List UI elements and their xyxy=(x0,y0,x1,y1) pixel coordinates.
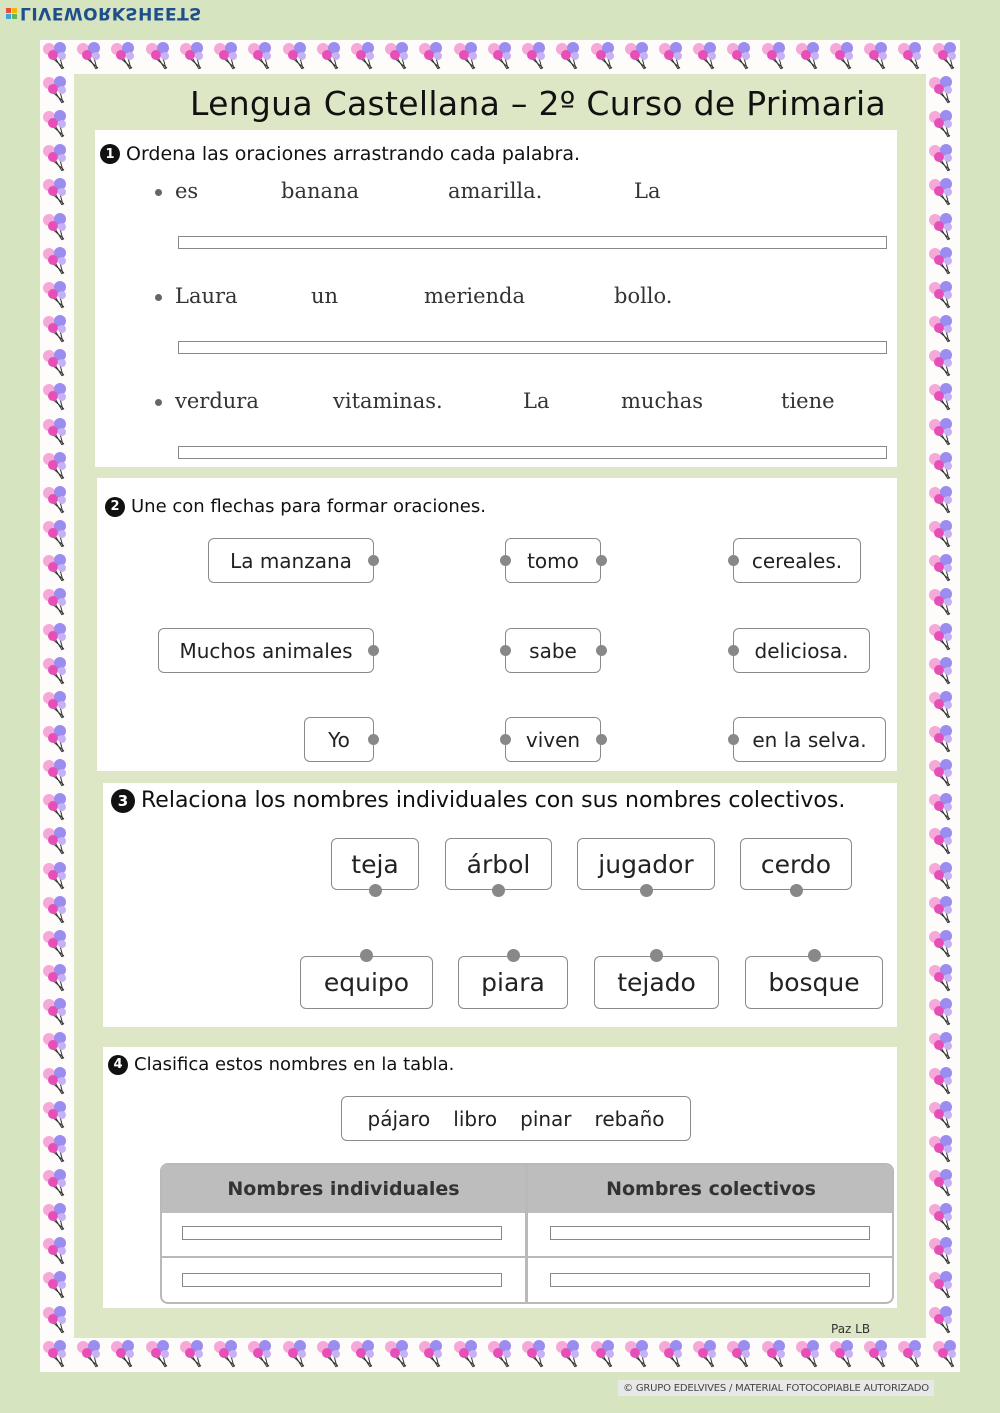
draggable-word[interactable]: muchas xyxy=(621,389,704,413)
balloon-border-left xyxy=(40,74,74,1338)
section-1-heading-text: Ordena las oraciones arrastrando cada palabra. xyxy=(126,143,581,165)
connector-dot[interactable] xyxy=(368,734,379,745)
collective-noun-box: tejado xyxy=(594,956,719,1009)
balloon-icon xyxy=(40,860,74,894)
collective-noun-box: bosque xyxy=(745,956,883,1009)
table-header-individual: Nombres individuales xyxy=(162,1165,525,1213)
balloon-icon xyxy=(40,450,74,484)
match-subject-box: Yo xyxy=(304,717,374,762)
balloon-icon xyxy=(40,689,74,723)
balloon-icon xyxy=(926,552,960,586)
word-bank xyxy=(341,1096,691,1141)
balloon-icon xyxy=(926,142,960,176)
connector-dot[interactable] xyxy=(500,645,511,656)
balloon-icon xyxy=(280,40,310,74)
individual-noun-box: teja xyxy=(331,838,419,890)
balloon-icon xyxy=(314,40,344,74)
bullet-icon xyxy=(155,399,162,406)
balloon-icon xyxy=(143,40,173,74)
liveworksheets-logo xyxy=(6,2,202,24)
balloon-icon xyxy=(40,381,74,415)
balloon-icon xyxy=(40,928,74,962)
balloon-icon xyxy=(40,552,74,586)
balloon-border-bottom xyxy=(40,1338,960,1372)
sentence-drop-zone-3[interactable] xyxy=(178,446,887,459)
draggable-word[interactable]: vitaminas. xyxy=(333,389,443,413)
balloon-icon xyxy=(588,1338,618,1372)
balloon-icon xyxy=(40,996,74,1030)
draggable-word[interactable]: verdura xyxy=(175,389,259,413)
draggable-word[interactable]: merienda xyxy=(424,284,526,308)
balloon-icon xyxy=(926,621,960,655)
draggable-word[interactable]: tiene xyxy=(781,389,835,413)
balloon-icon xyxy=(656,40,686,74)
balloon-icon xyxy=(40,1269,74,1303)
connector-dot[interactable] xyxy=(808,949,821,962)
connector-dot[interactable] xyxy=(368,555,379,566)
draggable-word[interactable]: un xyxy=(311,284,339,308)
section-number-badge: 1 xyxy=(100,144,120,164)
worksheet-title: Lengua Castellana – 2º Curso de Primaria xyxy=(190,84,887,123)
balloon-icon xyxy=(416,1338,446,1372)
balloon-icon xyxy=(40,1338,70,1372)
balloon-icon xyxy=(926,689,960,723)
balloon-icon xyxy=(588,40,618,74)
draggable-word[interactable]: es xyxy=(175,179,199,203)
match-verb-box: sabe xyxy=(505,628,601,673)
balloon-icon xyxy=(926,108,960,142)
individual-noun-box: cerdo xyxy=(740,838,852,890)
balloon-icon xyxy=(926,928,960,962)
section-3-heading-text: Relaciona los nombres individuales con sus nombres colectivos. xyxy=(141,788,846,813)
balloon-icon xyxy=(926,484,960,518)
balloon-icon xyxy=(622,1338,652,1372)
individual-noun-box: árbol xyxy=(445,838,552,890)
balloon-icon xyxy=(143,1338,173,1372)
balloon-icon xyxy=(926,313,960,347)
balloon-icon xyxy=(926,347,960,381)
balloon-icon xyxy=(926,860,960,894)
balloon-border-right xyxy=(926,74,960,1338)
word-bank-item[interactable]: pájaro xyxy=(367,1106,431,1131)
balloon-icon xyxy=(40,347,74,381)
balloon-icon xyxy=(40,1099,74,1133)
draggable-word[interactable]: amarilla. xyxy=(448,179,543,203)
balloon-icon xyxy=(40,723,74,757)
balloon-icon xyxy=(690,40,720,74)
draggable-word[interactable]: bollo. xyxy=(614,284,673,308)
balloon-icon xyxy=(211,1338,241,1372)
connector-dot[interactable] xyxy=(728,555,739,566)
word-bank-item[interactable]: pinar xyxy=(520,1106,572,1131)
balloon-icon xyxy=(793,40,823,74)
balloon-icon xyxy=(553,1338,583,1372)
balloon-icon xyxy=(926,655,960,689)
balloon-icon xyxy=(245,1338,275,1372)
answer-field-individual-2[interactable] xyxy=(182,1273,502,1287)
connector-dot[interactable] xyxy=(640,884,653,897)
word-bank-item[interactable]: rebaño xyxy=(594,1106,665,1131)
balloon-icon xyxy=(485,1338,515,1372)
balloon-icon xyxy=(926,757,960,791)
connector-dot[interactable] xyxy=(500,734,511,745)
balloon-icon xyxy=(40,484,74,518)
balloon-icon xyxy=(108,1338,138,1372)
balloon-icon xyxy=(926,74,960,108)
collective-noun-box: equipo xyxy=(300,956,433,1009)
answer-field-individual-1[interactable] xyxy=(182,1226,502,1240)
balloon-icon xyxy=(40,825,74,859)
balloon-icon xyxy=(622,40,652,74)
balloon-icon xyxy=(348,40,378,74)
answer-field-collective-2[interactable] xyxy=(550,1273,870,1287)
balloon-icon xyxy=(177,1338,207,1372)
word-bank-item[interactable]: libro xyxy=(453,1106,498,1131)
balloon-icon xyxy=(245,40,275,74)
section-1-heading xyxy=(100,143,580,165)
balloon-icon xyxy=(211,40,241,74)
balloon-icon xyxy=(926,1235,960,1269)
individual-noun-box: jugador xyxy=(577,838,715,890)
balloon-icon xyxy=(724,1338,754,1372)
section-2-heading-text: Une con flechas para formar oraciones. xyxy=(131,496,486,517)
balloon-icon xyxy=(40,176,74,210)
connector-dot[interactable] xyxy=(728,645,739,656)
balloon-icon xyxy=(926,381,960,415)
balloon-icon xyxy=(40,313,74,347)
balloon-icon xyxy=(40,416,74,450)
balloon-icon xyxy=(40,245,74,279)
connector-dot[interactable] xyxy=(369,884,382,897)
balloon-icon xyxy=(348,1338,378,1372)
balloon-icon xyxy=(926,1065,960,1099)
balloon-icon xyxy=(40,40,70,74)
bullet-icon xyxy=(155,189,162,196)
balloon-icon xyxy=(40,1133,74,1167)
balloon-icon xyxy=(926,586,960,620)
balloon-icon xyxy=(827,1338,857,1372)
section-3-heading xyxy=(111,788,845,813)
connector-dot[interactable] xyxy=(507,949,520,962)
balloon-icon xyxy=(926,723,960,757)
balloon-icon xyxy=(926,450,960,484)
connector-dot[interactable] xyxy=(596,645,607,656)
balloon-icon xyxy=(40,757,74,791)
section-number-badge: 2 xyxy=(105,497,125,517)
copyright-footer: © GRUPO EDELVIVES / MATERIAL FOTOCOPIABLE AUTORIZADO xyxy=(618,1380,934,1396)
balloon-icon xyxy=(759,1338,789,1372)
logo-squares-icon xyxy=(6,8,17,19)
balloon-icon xyxy=(40,621,74,655)
author-credit: Paz LB xyxy=(831,1322,871,1336)
balloon-icon xyxy=(40,211,74,245)
balloon-icon xyxy=(926,1167,960,1201)
match-verb-box: viven xyxy=(505,717,601,762)
balloon-icon xyxy=(926,1269,960,1303)
collective-noun-box: piara xyxy=(458,956,568,1009)
balloon-icon xyxy=(861,40,891,74)
balloon-icon xyxy=(926,791,960,825)
balloon-icon xyxy=(451,1338,481,1372)
connector-dot[interactable] xyxy=(368,645,379,656)
match-subject-box: La manzana xyxy=(208,538,374,583)
balloon-icon xyxy=(793,1338,823,1372)
balloon-icon xyxy=(177,40,207,74)
balloon-icon xyxy=(40,586,74,620)
connector-dot[interactable] xyxy=(596,555,607,566)
row-divider xyxy=(162,1256,894,1258)
section-number-badge: 4 xyxy=(108,1055,128,1075)
balloon-icon xyxy=(40,279,74,313)
column-divider xyxy=(525,1165,528,1304)
balloon-icon xyxy=(827,40,857,74)
balloon-icon xyxy=(926,416,960,450)
balloon-icon xyxy=(926,245,960,279)
balloon-icon xyxy=(40,894,74,928)
classification-table xyxy=(160,1163,894,1304)
balloon-icon xyxy=(74,40,104,74)
balloon-icon xyxy=(930,40,960,74)
balloon-icon xyxy=(451,40,481,74)
answer-field-collective-1[interactable] xyxy=(550,1226,870,1240)
brand-text: LIVEWORKSHEETS xyxy=(20,3,202,23)
balloon-icon xyxy=(40,1235,74,1269)
balloon-icon xyxy=(40,1030,74,1064)
section-number-badge: 3 xyxy=(111,789,135,813)
balloon-icon xyxy=(553,40,583,74)
balloon-icon xyxy=(40,1167,74,1201)
connector-dot[interactable] xyxy=(728,734,739,745)
balloon-icon xyxy=(519,40,549,74)
balloon-icon xyxy=(926,1201,960,1235)
balloon-icon xyxy=(40,108,74,142)
balloon-border-top xyxy=(40,40,960,74)
balloon-icon xyxy=(40,74,74,108)
balloon-icon xyxy=(926,894,960,928)
table-header-collective: Nombres colectivos xyxy=(528,1165,894,1213)
balloon-icon xyxy=(926,211,960,245)
connector-dot[interactable] xyxy=(650,949,663,962)
connector-dot[interactable] xyxy=(360,949,373,962)
balloon-icon xyxy=(40,1304,74,1338)
balloon-icon xyxy=(382,1338,412,1372)
match-subject-box: Muchos animales xyxy=(158,628,374,673)
connector-dot[interactable] xyxy=(596,734,607,745)
draggable-word[interactable]: La xyxy=(634,179,661,203)
balloon-icon xyxy=(280,1338,310,1372)
sentence-drop-zone-1[interactable] xyxy=(178,236,887,249)
bullet-icon xyxy=(155,294,162,301)
connector-dot[interactable] xyxy=(492,884,505,897)
balloon-icon xyxy=(108,40,138,74)
balloon-icon xyxy=(40,1201,74,1235)
draggable-word[interactable]: Laura xyxy=(175,284,238,308)
balloon-icon xyxy=(926,518,960,552)
section-2-heading xyxy=(105,496,486,517)
balloon-icon xyxy=(930,1338,960,1372)
balloon-icon xyxy=(926,1099,960,1133)
balloon-icon xyxy=(656,1338,686,1372)
balloon-icon xyxy=(314,1338,344,1372)
balloon-icon xyxy=(926,1030,960,1064)
balloon-icon xyxy=(40,518,74,552)
balloon-icon xyxy=(895,1338,925,1372)
balloon-icon xyxy=(40,791,74,825)
balloon-icon xyxy=(895,40,925,74)
section-4-heading xyxy=(108,1054,454,1075)
draggable-word[interactable]: banana xyxy=(281,179,360,203)
draggable-word[interactable]: La xyxy=(523,389,550,413)
balloon-icon xyxy=(40,142,74,176)
balloon-icon xyxy=(759,40,789,74)
balloon-icon xyxy=(74,1338,104,1372)
balloon-icon xyxy=(40,962,74,996)
match-complement-box: deliciosa. xyxy=(733,628,870,673)
balloon-icon xyxy=(40,655,74,689)
match-verb-box: tomo xyxy=(505,538,601,583)
balloon-icon xyxy=(926,279,960,313)
section-4-heading-text: Clasifica estos nombres en la tabla. xyxy=(134,1054,455,1075)
balloon-icon xyxy=(416,40,446,74)
match-complement-box: en la selva. xyxy=(733,717,886,762)
balloon-icon xyxy=(926,1133,960,1167)
balloon-icon xyxy=(926,825,960,859)
balloon-icon xyxy=(485,40,515,74)
balloon-icon xyxy=(724,40,754,74)
balloon-icon xyxy=(926,962,960,996)
balloon-icon xyxy=(861,1338,891,1372)
connector-dot[interactable] xyxy=(500,555,511,566)
balloon-icon xyxy=(40,1065,74,1099)
balloon-icon xyxy=(926,1304,960,1338)
sentence-drop-zone-2[interactable] xyxy=(178,341,887,354)
connector-dot[interactable] xyxy=(790,884,803,897)
balloon-icon xyxy=(926,996,960,1030)
balloon-icon xyxy=(519,1338,549,1372)
balloon-icon xyxy=(690,1338,720,1372)
balloon-icon xyxy=(382,40,412,74)
balloon-icon xyxy=(926,176,960,210)
match-complement-box: cereales. xyxy=(733,538,861,583)
